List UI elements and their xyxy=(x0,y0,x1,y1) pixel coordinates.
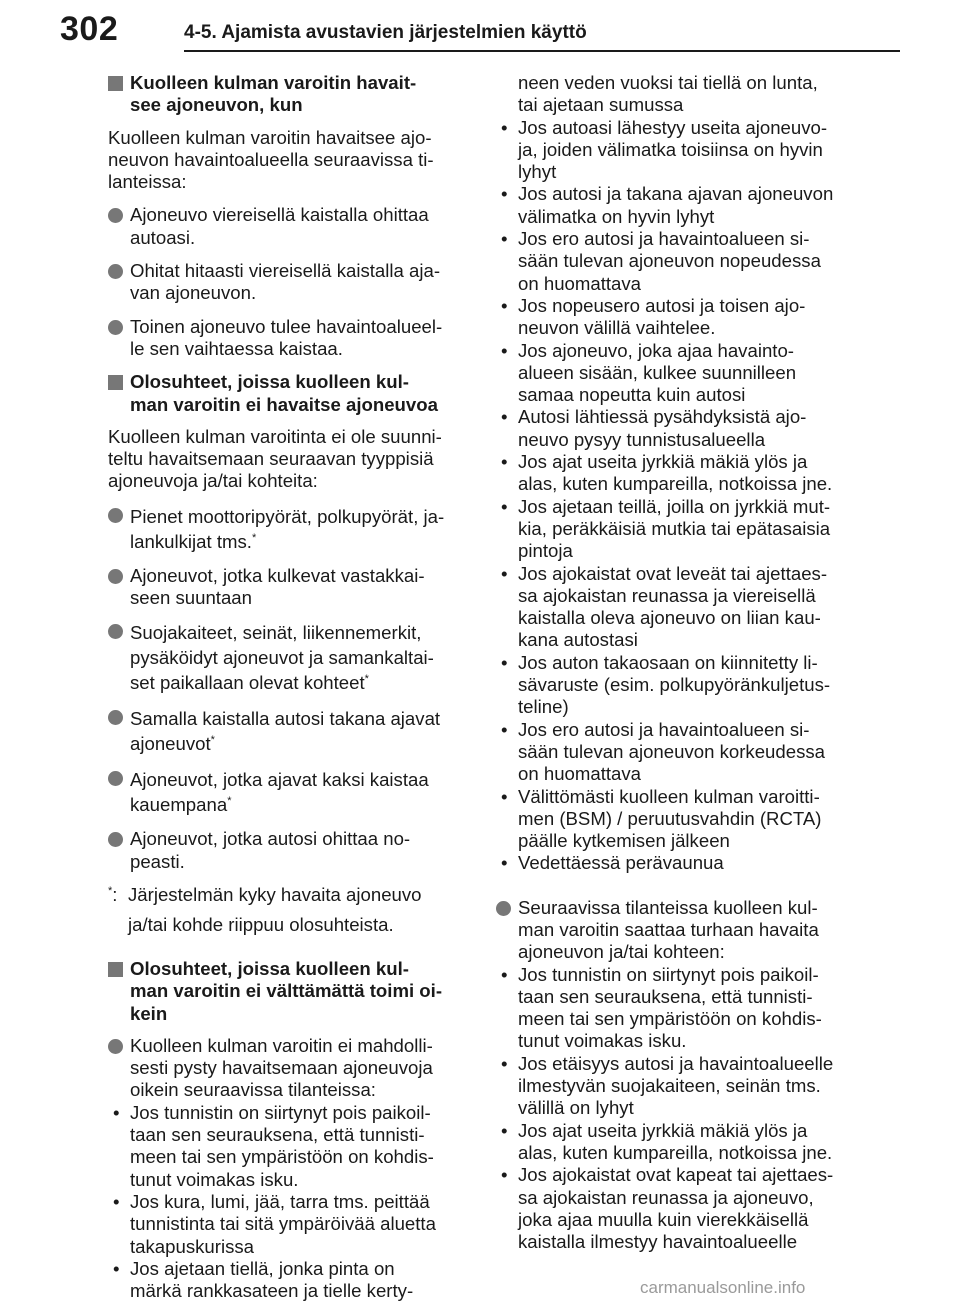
bullet-list xyxy=(496,117,858,875)
section-heading-may-not-work xyxy=(108,958,468,1025)
dot-item-text: Ohitat hitaasti viereisellä kaistalla aja- van ajoneuvon. xyxy=(130,260,441,304)
list-item: • Jos ajetaan teillä, joilla on jyrkkiä mut- kia, peräkkäisiä mutkia tai epätasaisia pintoja xyxy=(496,496,858,563)
list-item: • Jos ajat useita jyrkkiä mäkiä ylös ja alas, kuten kumpareilla, notkoissa jne. xyxy=(496,1120,858,1165)
dot-item xyxy=(108,504,468,554)
list-item: • Autosi lähtiessä pysähdyksistä ajo- neuvo pysyy tunnistusalueella xyxy=(496,406,858,451)
dot-item-text: Ajoneuvo viereisellä kaistalla ohittaa autoasi. xyxy=(130,204,429,248)
section-heading-detects xyxy=(108,72,468,117)
dot-item-text: Suojakaiteet, seinät, liikennemerkit, pysäköidyt ajoneuvot ja samankaltai- set paikallaan olevat kohteet xyxy=(130,622,434,694)
circle-bullet-icon xyxy=(108,508,123,523)
footnote-label xyxy=(108,880,117,910)
footnote-text: Järjestelmän kyky havaita ajoneuvo ja/tai kohde riippuu olosuhteista. xyxy=(128,883,422,935)
list-item: • Välittömästi kuolleen kulman varoitti- men (BSM) / peruutusvahdin (RCTA) päälle kytkemisen jälkeen xyxy=(496,786,858,853)
square-bullet-icon xyxy=(108,76,123,91)
dot-item xyxy=(108,767,468,817)
dot-item xyxy=(108,620,468,695)
dot-item-text: Ajoneuvot, jotka autosi ohittaa no- peasti. xyxy=(130,828,411,872)
circle-bullet-icon xyxy=(108,264,123,279)
list-item: • Jos ajokaistat ovat kapeat tai ajettaes- sa ajokaistan reunassa ja ajoneuvo, joka ajaa muulla kuin vierekkäisellä kaistalla ilmestyy havaintoalueelle xyxy=(496,1164,858,1253)
dot-item xyxy=(108,706,468,756)
circle-bullet-icon xyxy=(108,832,123,847)
paragraph: Kuolleen kulman varoitinta ei ole suunni- teltu havaitsemaan seuraavan tyyppisiä ajoneuvoja ja/tai kohteita: xyxy=(108,425,442,492)
list-item: • Jos ero autosi ja havaintoalueen si- sään tulevan ajoneuvon korkeudessa on huomattava xyxy=(496,719,858,786)
list-item: • Jos ajoneuvo, joka ajaa havainto- alueen sisään, kulkee suunnilleen samaa nopeutta kuin autosi xyxy=(496,340,858,407)
dot-item xyxy=(108,260,468,305)
circle-bullet-icon xyxy=(108,569,123,584)
footnote-marker: * xyxy=(364,673,369,686)
circle-bullet-icon xyxy=(496,901,511,916)
list-item: • Jos tunnistin on siirtynyt pois paikoil- taan sen seurauksena, että tunnisti- meen tai sen ympäristöön on kohdis- tunut voimakas isku. xyxy=(496,964,858,1053)
footnote-marker: * xyxy=(251,531,257,544)
section-heading-text: Kuolleen kulman varoitin havait- see ajoneuvon, kun xyxy=(130,72,417,116)
continued-text: neen veden vuoksi tai tiellä on lunta, tai ajetaan sumussa xyxy=(518,72,818,116)
circle-bullet-icon xyxy=(108,710,123,725)
dot-item-text: Toinen ajoneuvo tulee havaintoalueel- le sen vaihtaessa kaistaa. xyxy=(130,315,443,359)
page-header xyxy=(0,0,960,70)
footnote-asterisk: * xyxy=(108,884,113,897)
footnote-marker: * xyxy=(227,795,232,808)
section-heading-text: Olosuhteet, joissa kuolleen kul- man varoitin ei välttämättä toimi oi- kein xyxy=(130,957,443,1024)
list-item: • Jos ero autosi ja havaintoalueen si- sään tulevan ajoneuvon nopeudessa on huomattava xyxy=(496,228,858,295)
circle-bullet-icon xyxy=(108,1039,123,1054)
list-item: • Jos autoasi lähestyy useita ajoneuvo- ja, joiden välimatka toisiinsa on hyvin lyhyt xyxy=(496,117,858,184)
chapter-title: 4-5. Ajamista avustavien järjestelmien käyttö xyxy=(184,22,587,43)
dot-item-text: Samalla kaistalla autosi takana ajavat ajoneuvot xyxy=(130,708,441,755)
right-column xyxy=(496,72,858,1264)
bullet-list xyxy=(108,1102,468,1303)
dot-item xyxy=(108,1035,468,1102)
section-heading-text: Olosuhteet, joissa kuolleen kul- man varoitin ei havaitse ajoneuvoa xyxy=(130,371,438,415)
list-item: • Jos nopeusero autosi ja toisen ajo- neuvon välillä vaihtelee. xyxy=(496,295,858,340)
bullet-list xyxy=(496,964,858,1254)
list-item: • Jos ajokaistat ovat leveät tai ajettaes- sa ajokaistan reunassa ja viereisellä kaistalla oleva ajoneuvo on liian kau- kana autostasi xyxy=(496,563,858,652)
dot-item-text: Kuolleen kulman varoitin ei mahdolli- sesti pysty havaitsemaan ajoneuvoja oikein seuraavissa tilanteissa: xyxy=(130,1034,433,1101)
square-bullet-icon xyxy=(108,962,123,977)
list-item: • Jos autosi ja takana ajavan ajoneuvon välimatka on hyvin lyhyt xyxy=(496,183,858,228)
circle-bullet-icon xyxy=(108,208,123,223)
page-number: 302 xyxy=(60,10,119,48)
footnote-marker: * xyxy=(210,734,215,747)
dot-item-text: Seuraavissa tilanteissa kuolleen kul- man varoitin saattaa turhaan havaita ajoneuvon ja/tai kohteen: xyxy=(518,896,819,963)
dot-item xyxy=(496,897,858,964)
dot-item-text: Ajoneuvot, jotka kulkevat vastakkai- seen suuntaan xyxy=(130,564,425,609)
dot-item xyxy=(108,204,468,249)
list-item: • Jos ajetaan tiellä, jonka pinta on märkä rankkasateen ja tielle kerty- xyxy=(108,1258,468,1303)
circle-bullet-icon xyxy=(108,771,123,786)
list-item: • Jos etäisyys autosi ja havaintoalueelle ilmestyvän suojakaiteen, seinän tms. välillä on lyhyt xyxy=(496,1053,858,1120)
list-item: • Vedettäessä perävaunua xyxy=(496,852,858,874)
list-item: • Jos auton takaosaan on kiinnitetty li- sävaruste (esim. polkupyöränkuljetus- teline) xyxy=(496,652,858,719)
dot-item-text: Ajoneuvot, jotka ajavat kaksi kaistaa kauempana xyxy=(130,769,429,816)
header-rule xyxy=(184,50,900,52)
footnote xyxy=(108,880,468,940)
circle-bullet-icon xyxy=(108,624,123,639)
dot-item xyxy=(108,828,468,873)
circle-bullet-icon xyxy=(108,320,123,335)
dot-item xyxy=(108,565,468,610)
footnote-colon: : xyxy=(112,883,118,905)
left-column xyxy=(108,72,468,1304)
list-item: • Jos kura, lumi, jää, tarra tms. peittää tunnistinta tai sitä ympäröivää aluetta takapuskurissa xyxy=(108,1191,468,1258)
dot-item-text: Pienet moottoripyörät, polkupyörät, ja- lankulkijat tms. xyxy=(130,505,445,552)
paragraph: Kuolleen kulman varoitin havaitsee ajo- neuvon havaintoalueella seuraavissa ti- lanteissa: xyxy=(108,126,434,193)
list-item: • Jos ajat useita jyrkkiä mäkiä ylös ja alas, kuten kumpareilla, notkoissa jne. xyxy=(496,451,858,496)
watermark: carmanualsonline.info xyxy=(640,1278,806,1297)
square-bullet-icon xyxy=(108,375,123,390)
dot-item xyxy=(108,316,468,361)
section-heading-not-detect xyxy=(108,371,468,416)
list-item: • Jos tunnistin on siirtynyt pois paikoil- taan sen seurauksena, että tunnisti- meen tai sen ympäristöön on kohdis- tunut voimakas isku. xyxy=(108,1102,468,1191)
